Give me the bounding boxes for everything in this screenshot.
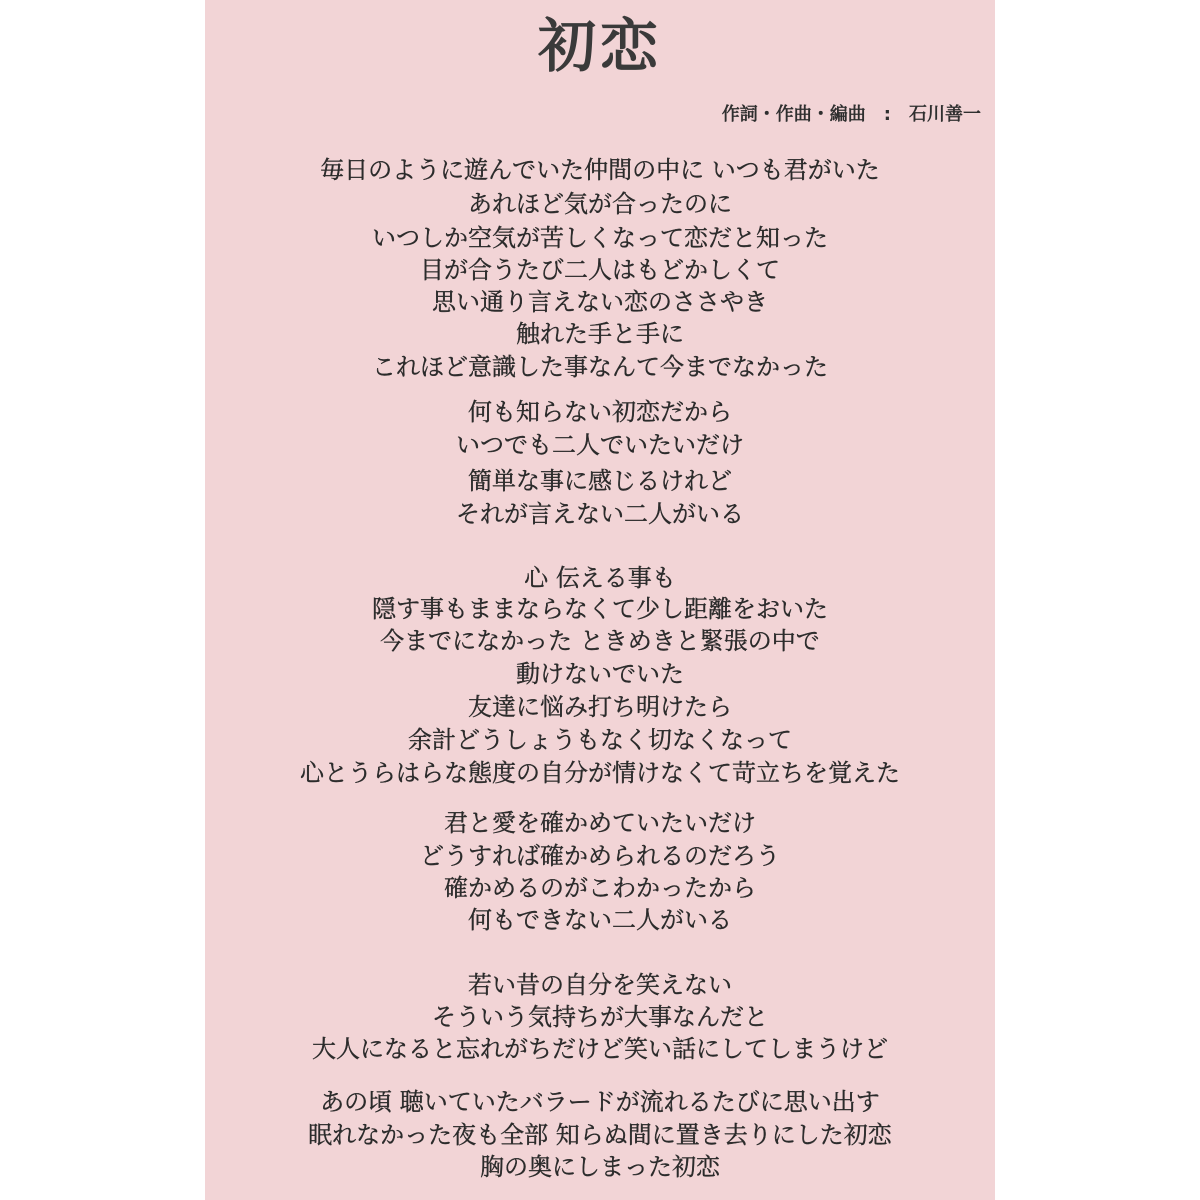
lyric-line: 友達に悩み打ち明けたら <box>468 693 732 721</box>
credit-line: 作詞・作曲・編曲 : 石川善一 <box>721 104 981 125</box>
lyric-line: 胸の奥にしまった初恋 <box>480 1153 720 1181</box>
lyric-line: 眠れなかった夜も全部 知らぬ間に置き去りにした初恋 <box>308 1121 892 1149</box>
lyric-line: そういう気持ちが大事なんだと <box>432 1003 768 1031</box>
lyric-line: 触れた手と手に <box>516 320 684 348</box>
lyric-line: 思い通り言えない恋のささやき <box>432 288 768 316</box>
lyric-line: 毎日のように遊んでいた仲間の中に いつも君がいた <box>320 156 880 184</box>
lyric-line: あの頃 聴いていたバラードが流れるたびに思い出す <box>320 1088 880 1116</box>
lyric-line: 心とうらはらな態度の自分が情けなくて苛立ちを覚えた <box>300 759 900 787</box>
lyric-line: 今までになかった ときめきと緊張の中で <box>380 627 820 655</box>
lyric-line: 隠す事もままならなくて少し距離をおいた <box>372 595 828 623</box>
lyric-line: それが言えない二人がいる <box>456 500 744 528</box>
lyric-line: 心 伝える事も <box>524 564 676 592</box>
lyric-line: どうすれば確かめられるのだろう <box>420 842 780 870</box>
lyric-line: これほど意識した事なんて今までなかった <box>372 353 828 381</box>
song-title: 初恋 <box>537 12 662 80</box>
lyric-line: 何もできない二人がいる <box>468 906 732 934</box>
lyric-line: 余計どうしょうもなく切なくなって <box>408 726 792 754</box>
lyric-line: 何も知らない初恋だから <box>468 398 732 426</box>
lyric-line: 目が合うたび二人はもどかしくて <box>420 256 780 284</box>
lyric-line: いつしか空気が苦しくなって恋だと知った <box>372 224 828 252</box>
lyrics-sheet <box>205 0 995 1200</box>
lyric-line: あれほど気が合ったのに <box>468 190 732 218</box>
lyric-line: 簡単な事に感じるけれど <box>468 467 732 495</box>
lyric-line: 君と愛を確かめていたいだけ <box>444 809 756 837</box>
lyric-line: 動けないでいた <box>516 660 684 688</box>
lyric-line: 若い昔の自分を笑えない <box>468 971 732 999</box>
lyric-line: 大人になると忘れがちだけど笑い話にしてしまうけど <box>312 1035 888 1063</box>
lyric-line: いつでも二人でいたいだけ <box>456 431 744 459</box>
lyric-line: 確かめるのがこわかったから <box>444 874 756 902</box>
